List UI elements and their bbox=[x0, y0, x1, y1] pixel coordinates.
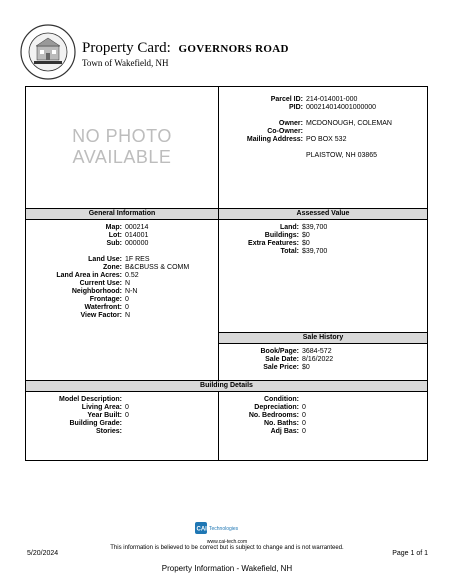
field-row bbox=[26, 224, 149, 232]
field-value: 0 bbox=[125, 304, 129, 311]
field-label: PID: bbox=[289, 104, 303, 111]
field-value: 000000 bbox=[125, 240, 149, 247]
field-row bbox=[219, 96, 358, 104]
field-label: Frontage: bbox=[89, 296, 122, 303]
field-row bbox=[26, 240, 149, 248]
website-url: www.cai-tech.com bbox=[206, 539, 248, 545]
field-value: 0.52 bbox=[125, 272, 139, 279]
field-value: $39,700 bbox=[302, 248, 328, 255]
field-row bbox=[219, 232, 310, 240]
field-value: 0 bbox=[125, 412, 129, 419]
field-label: Lot: bbox=[108, 232, 122, 239]
field-label: Condition: bbox=[264, 396, 299, 403]
sale-history-block bbox=[219, 348, 334, 372]
field-row bbox=[219, 420, 306, 428]
field-row bbox=[26, 312, 131, 320]
field-row bbox=[219, 412, 306, 420]
field-row bbox=[219, 248, 328, 256]
field-value: 1F RES bbox=[125, 256, 150, 263]
field-value: $0 bbox=[302, 232, 310, 239]
field-row bbox=[26, 264, 190, 272]
field-row bbox=[219, 396, 299, 404]
no-photo-placeholder bbox=[26, 126, 218, 168]
field-row bbox=[26, 304, 129, 312]
general-info-block bbox=[26, 224, 190, 320]
field-row bbox=[219, 128, 303, 136]
field-label: Building Grade: bbox=[69, 420, 122, 427]
field-row bbox=[26, 404, 129, 412]
field-value: N bbox=[125, 312, 131, 319]
field-label: Adj Bas: bbox=[270, 428, 299, 435]
building-details-heading: Building Details bbox=[26, 380, 427, 392]
no-photo-line-1: NO PHOTO bbox=[72, 126, 172, 146]
field-value: 000214014001000000 bbox=[306, 104, 377, 111]
field-value: 0 bbox=[302, 428, 306, 435]
field-row bbox=[26, 280, 131, 288]
page-subtitle: Town of Wakefield, NH bbox=[82, 58, 169, 68]
field-label: View Factor: bbox=[80, 312, 122, 319]
field-label: Land: bbox=[279, 224, 299, 231]
field-label: Book/Page: bbox=[260, 348, 299, 355]
field-label: Year Built: bbox=[87, 412, 122, 419]
field-value: $39,700 bbox=[302, 224, 328, 231]
field-label: Map: bbox=[105, 224, 122, 231]
building-details-left bbox=[26, 396, 129, 436]
field-row bbox=[26, 272, 139, 280]
field-value: 214-014001-000 bbox=[306, 96, 358, 103]
field-row bbox=[219, 120, 392, 128]
field-label: No. Baths: bbox=[264, 420, 299, 427]
field-label: Co-Owner: bbox=[267, 128, 303, 135]
field-value: 014001 bbox=[125, 232, 149, 239]
field-row bbox=[219, 356, 334, 364]
owner-block bbox=[219, 96, 392, 160]
print-date: 5/20/2024 bbox=[27, 550, 59, 557]
field-label: Extra Features: bbox=[248, 240, 299, 247]
field-label: Land Use: bbox=[88, 256, 122, 263]
field-value: $0 bbox=[302, 240, 310, 247]
field-row bbox=[26, 412, 129, 420]
field-value: $0 bbox=[302, 364, 310, 371]
field-row bbox=[26, 248, 122, 256]
field-row bbox=[219, 364, 310, 372]
field-label: Zone: bbox=[102, 264, 122, 271]
building-details-right bbox=[219, 396, 306, 436]
assessed-value-block bbox=[219, 224, 328, 256]
field-label: Sub: bbox=[106, 240, 122, 247]
field-label: Sale Date: bbox=[265, 356, 299, 363]
field-label: Land Area in Acres: bbox=[56, 272, 122, 279]
field-label: Living Area: bbox=[81, 404, 122, 411]
field-label: Current Use: bbox=[79, 280, 122, 287]
logo-cai-text: CAI bbox=[196, 526, 207, 533]
field-label: Stories: bbox=[95, 428, 122, 435]
field-value: PO BOX 532 bbox=[306, 136, 347, 143]
field-label: Owner: bbox=[278, 120, 303, 127]
field-value: B&CBUSS & COMM bbox=[125, 264, 190, 271]
field-value: N-N bbox=[125, 288, 138, 295]
cai-technologies-logo bbox=[195, 522, 259, 536]
field-value: 8/16/2022 bbox=[302, 356, 334, 363]
field-label: Sale Price: bbox=[263, 364, 299, 371]
field-row bbox=[219, 152, 378, 160]
field-row bbox=[26, 428, 122, 436]
field-value: PLAISTOW, NH 03865 bbox=[306, 152, 378, 159]
assessed-value-heading: Assessed Value bbox=[219, 208, 427, 220]
no-photo-line-2: AVAILABLE bbox=[72, 147, 172, 167]
sale-history-heading: Sale History bbox=[219, 332, 427, 344]
field-value: N bbox=[125, 280, 131, 287]
title-road: GOVERNORS ROAD bbox=[178, 43, 289, 55]
field-row bbox=[26, 288, 138, 296]
field-label: Buildings: bbox=[264, 232, 299, 239]
field-row bbox=[219, 136, 347, 144]
field-label: Parcel ID: bbox=[270, 96, 303, 103]
field-value: 3684-572 bbox=[302, 348, 332, 355]
field-row bbox=[219, 428, 306, 436]
field-value: 000214 bbox=[125, 224, 149, 231]
logo-tech-text: Technologies bbox=[209, 526, 239, 532]
field-label: Neighborhood: bbox=[71, 288, 122, 295]
title-prefix: Property Card: bbox=[82, 40, 171, 56]
field-value: 0 bbox=[125, 296, 129, 303]
field-value: 0 bbox=[302, 412, 306, 419]
field-label: Waterfront: bbox=[84, 304, 122, 311]
field-label: Depreciation: bbox=[254, 404, 299, 411]
field-value: 0 bbox=[125, 404, 129, 411]
field-label: Total: bbox=[280, 248, 299, 255]
disclaimer: This information is believed to be correct but is subject to change and is not warranteed. bbox=[110, 545, 344, 551]
field-row bbox=[26, 256, 150, 264]
field-row bbox=[219, 348, 332, 356]
field-row bbox=[219, 112, 303, 120]
field-row bbox=[26, 296, 129, 304]
field-row bbox=[26, 420, 122, 428]
page-number: Page 1 of 1 bbox=[392, 550, 428, 557]
field-row bbox=[219, 104, 377, 112]
field-label: Mailing Address: bbox=[246, 136, 303, 143]
field-value: 0 bbox=[302, 420, 306, 427]
field-label: No. Bedrooms: bbox=[248, 412, 299, 419]
field-value: MCDONOUGH, COLEMAN bbox=[306, 120, 392, 127]
field-row bbox=[26, 396, 122, 404]
footer-title: Property Information - Wakefield, NH bbox=[161, 564, 293, 573]
field-row bbox=[219, 240, 310, 248]
page-title bbox=[82, 40, 289, 57]
field-value: 0 bbox=[302, 404, 306, 411]
general-info-heading: General Information bbox=[26, 208, 218, 220]
field-row bbox=[219, 224, 328, 232]
field-row bbox=[26, 232, 149, 240]
town-seal-logo bbox=[20, 24, 76, 80]
field-label: Model Description: bbox=[58, 396, 122, 403]
field-row bbox=[219, 144, 303, 152]
field-row bbox=[219, 404, 306, 412]
